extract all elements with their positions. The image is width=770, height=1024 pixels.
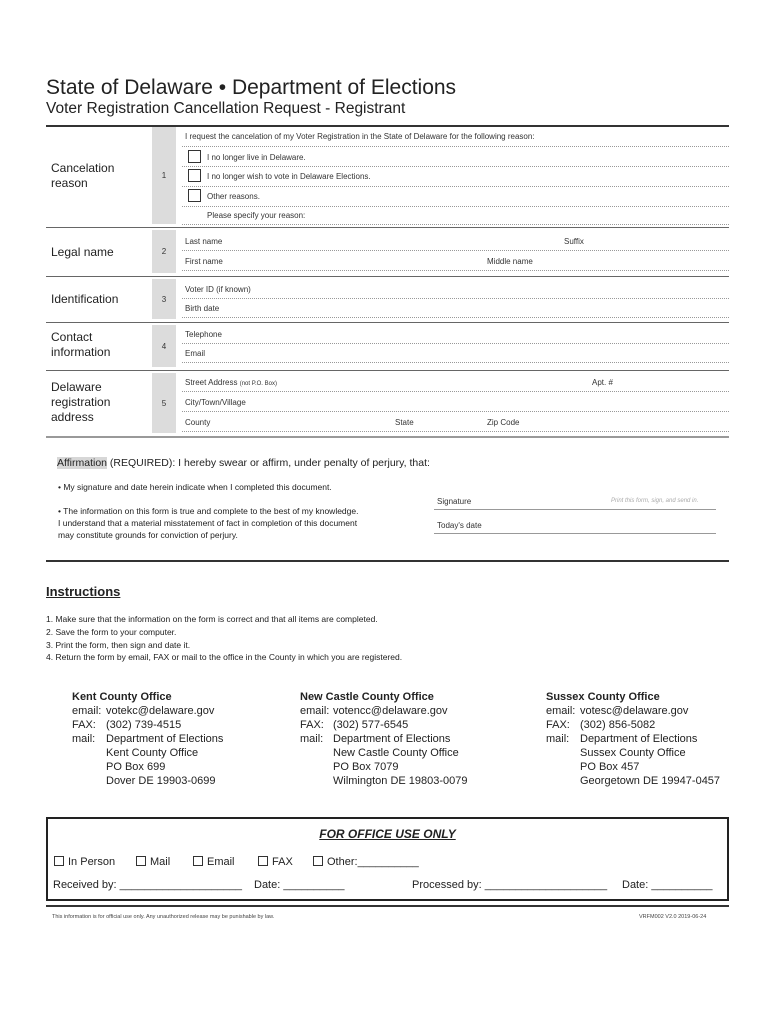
office-name: Kent County Office [72,691,172,703]
office-name: New Castle County Office [300,691,434,703]
section-title: Legal name [51,245,114,259]
footer-notice: This information is for official use only. Any unauthorized release may be punishable by law. [52,914,275,920]
first-name-field[interactable]: First name [185,257,223,266]
city-field[interactable]: City/Town/Village [185,398,246,407]
processed-by-field[interactable]: Processed by: ____________________ [412,879,608,891]
office-use-box [46,817,729,901]
option-no-longer-wish-label: I no longer wish to vote in Delaware Elections. [207,172,371,181]
cancel-intro: I request the cancelation of my Voter Registration in the State of Delaware for the following reason: [185,132,535,141]
state-field[interactable]: State [395,418,414,427]
option-other[interactable]: Other:__________ [313,856,419,868]
received-by-field[interactable]: Received by: ____________________ [53,879,242,891]
affirmation-heading: Affirmation (REQUIRED): I hereby swear or affirm, under penalty of perjury, that: [57,457,430,469]
section-title: Identification [51,292,119,306]
checkbox-other-reasons[interactable] [188,189,201,202]
footer-rule [46,905,729,907]
apt-field[interactable]: Apt. # [592,378,613,387]
zip-code-field[interactable]: Zip Code [487,418,520,427]
option-moved-label: I no longer live in Delaware. [207,153,306,162]
section-title: Contact information [51,330,111,359]
signature-field[interactable]: Signature [437,497,472,506]
office-sussex: Sussex County Office email: votesc@delaware.gov FAX: (302) 856-5082 mail: Department of Elections Sussex County Office PO Box 457 Georgetown DE 19947-0457 [546,691,721,787]
office-use-title: FOR OFFICE USE ONLY [319,827,456,841]
instruction-step: 3. Print the form, then sign and date it. [46,640,191,650]
office-kent: Kent County Office email: votekc@delaware.gov FAX: (302) 739-4515 mail: Department of Elections Kent County Office PO Box 699 Dover DE 19903-0699 [72,691,224,787]
instruction-step: 1. Make sure that the information on the form is correct and that all items are completed. [46,614,378,624]
county-field[interactable]: County [185,418,211,427]
affirmation-bullet-1: • My signature and date herein indicate when I completed this document. [58,482,332,492]
option-other-label: Other reasons. [207,192,260,201]
page-title: State of Delaware • Department of Elections [46,76,457,99]
section-number: 1 [152,127,176,224]
section-number: 5 [152,373,176,433]
section-number: 4 [152,325,176,367]
signature-hint: Print this form, sign, and send in. [611,498,699,504]
checkbox-no-longer-wish[interactable] [188,169,201,182]
instructions-title: Instructions [46,584,121,599]
telephone-field[interactable]: Telephone [185,330,222,339]
section-title: Delaware registration address [51,380,111,424]
office-name: Sussex County Office [546,691,660,703]
middle-name-field[interactable]: Middle name [487,257,533,266]
option-mail[interactable]: Mail [136,856,170,868]
instruction-step: 2. Save the form to your computer. [46,627,177,637]
office-email[interactable]: votencc@delaware.gov [333,705,448,717]
office-new-castle: New Castle County Office email: votencc@delaware.gov FAX: (302) 577-6545 mail: Department of Elections New Castle County Office PO Box 7079 Wilmington DE 19803-0079 [300,691,468,787]
checkbox-moved[interactable] [188,150,201,163]
page-subtitle: Voter Registration Cancellation Request - Registrant [46,100,406,117]
option-fax[interactable]: FAX [258,856,293,868]
section-number: 3 [152,279,176,319]
street-address-field[interactable]: Street Address (not P.O. Box) [185,378,277,387]
affirmation-bullet-2: • The information on this form is true and complete to the best of my knowledge. I understand that a material misstatement of fact in completion of this document may constitute grounds for conviction of perjury. [58,506,359,540]
form-id: VRFM002 V2.0 2019-06-24 [639,914,707,920]
office-email[interactable]: votesc@delaware.gov [580,705,689,717]
section-title: Cancelation reason [51,161,115,190]
voter-id-field[interactable]: Voter ID (if known) [185,285,251,294]
section-number: 2 [152,230,176,273]
header-rule [46,125,729,127]
suffix-field[interactable]: Suffix [564,237,584,246]
processed-date-field[interactable]: Date: __________ [622,879,713,891]
received-date-field[interactable]: Date: __________ [254,879,345,891]
email-field[interactable]: Email [185,349,206,358]
instruction-step: 4. Return the form by email, FAX or mail to the office in the County in which you are registered. [46,652,403,662]
last-name-field[interactable]: Last name [185,237,223,246]
specify-reason-field[interactable]: Please specify your reason: [207,211,306,220]
birth-date-field[interactable]: Birth date [185,304,220,313]
option-email[interactable]: Email [193,856,235,868]
todays-date-field[interactable]: Today's date [437,521,482,530]
office-email[interactable]: votekc@delaware.gov [106,705,215,717]
option-in-person[interactable]: In Person [54,856,115,868]
